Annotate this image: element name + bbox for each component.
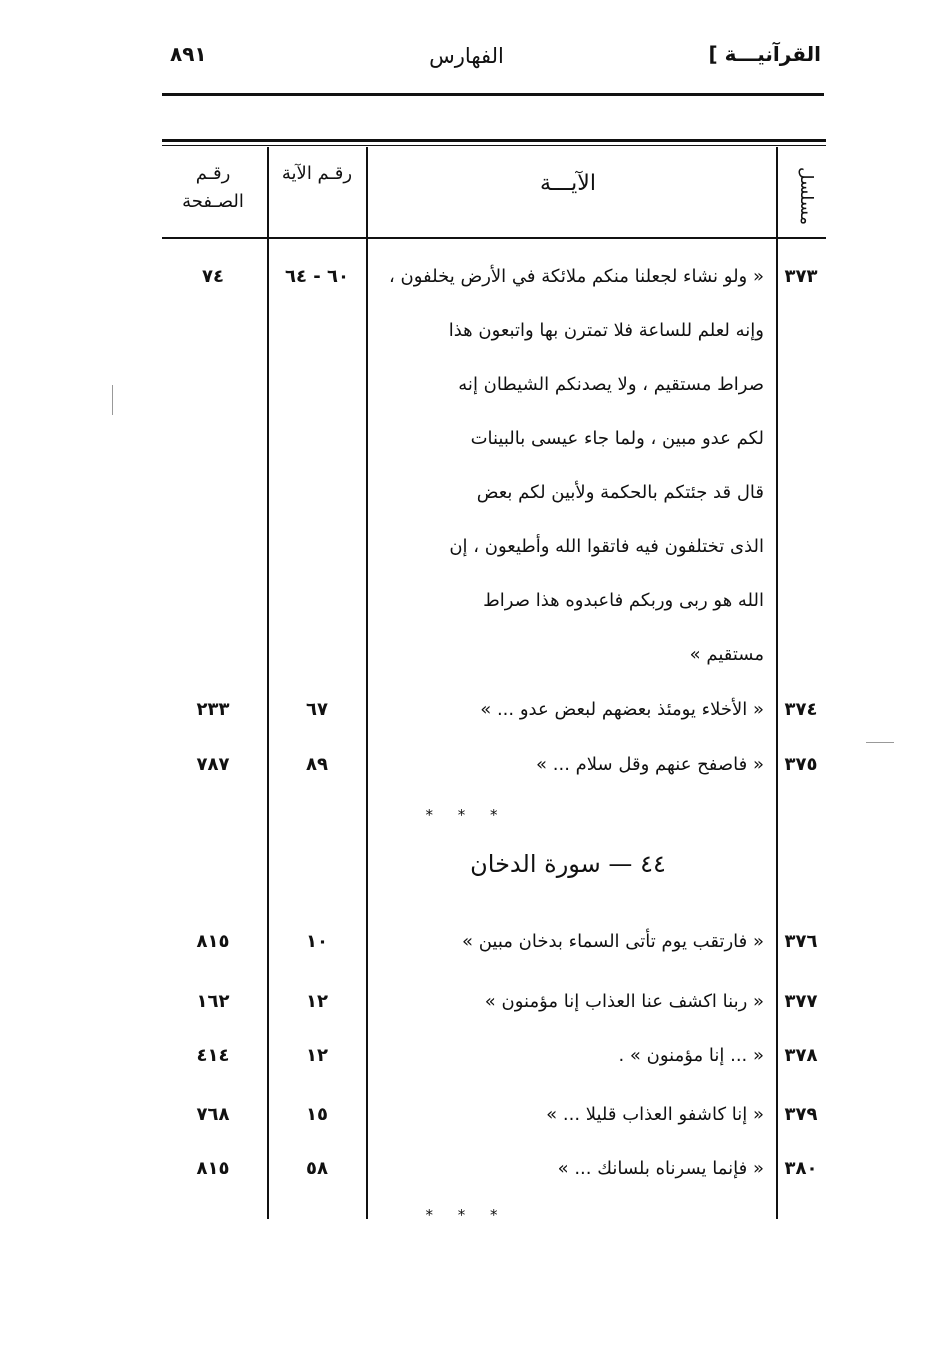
ayah-cell: ١٢ <box>306 1045 328 1066</box>
page-cell: ٧٤ <box>202 266 224 287</box>
serial-cell: ٣٨٠ <box>784 1158 818 1179</box>
table-row <box>0 1095 933 1135</box>
scan-artifact <box>866 742 894 743</box>
verse-cell: « الأخلاء يومئذ بعضهم لبعض عدو ... » <box>480 699 764 720</box>
table-row <box>0 635 933 675</box>
table-row <box>0 365 933 405</box>
table-row <box>0 690 933 730</box>
verse-cell: « إنا كاشفو العذاب قليلا ... » <box>546 1104 764 1125</box>
table-row <box>0 311 933 351</box>
verse-cell: الذى تختلفون فيه فاتقوا الله وأطيعون ، إن <box>449 536 764 557</box>
column-header-serial: مسلسل <box>796 167 816 225</box>
table-row <box>0 922 933 962</box>
header-underline <box>162 237 826 239</box>
separator-stars: * * * <box>425 1206 508 1224</box>
page-cell: ٧٨٧ <box>196 754 230 775</box>
page-cell: ٤١٤ <box>196 1045 230 1066</box>
serial-cell: ٣٧٣ <box>784 266 818 287</box>
serial-cell: ٣٧٤ <box>784 699 818 720</box>
verse-cell: « ولو نشاء لجعلنا منكم ملائكة في الأرض يخلفون ، <box>389 266 764 287</box>
separator-stars: * * * <box>425 806 508 824</box>
page-cell: ١٦٢ <box>196 991 230 1012</box>
serial-cell: ٣٧٦ <box>784 931 818 952</box>
table-row <box>0 473 933 513</box>
verse-cell: لكم عدو مبين ، ولما جاء عيسى بالبينات <box>470 428 764 449</box>
ayah-cell: ٦٧ <box>306 699 328 720</box>
table-row <box>0 745 933 785</box>
column-header-page-number: رقـم الصـفحة <box>182 163 244 212</box>
verse-cell: « ... إنا مؤمنون » . <box>618 1045 764 1066</box>
serial-cell: ٣٧٨ <box>784 1045 818 1066</box>
table-row <box>0 581 933 621</box>
ayah-cell: ٦٠ - ٦٤ <box>285 266 349 287</box>
ayah-cell: ١٠ <box>306 931 328 952</box>
table-row <box>0 1036 933 1076</box>
table-row <box>0 257 933 297</box>
table-top-rule-thin <box>162 145 826 146</box>
page-cell: ٨١٥ <box>196 931 230 952</box>
verse-cell: صراط مستقيم ، ولا يصدنكم الشيطان إنه <box>458 374 764 395</box>
verse-cell: « فاصفح عنهم وقل سلام ... » <box>536 754 764 775</box>
table-top-rule <box>162 139 826 142</box>
page-cell: ٨١٥ <box>196 1158 230 1179</box>
ayah-cell: ٥٨ <box>306 1158 328 1179</box>
ayah-cell: ١٥ <box>306 1104 328 1125</box>
surah-heading: ٤٤ — سورة الدخان <box>470 850 666 878</box>
table-row <box>0 1149 933 1189</box>
serial-cell: ٣٧٧ <box>784 991 818 1012</box>
table-row <box>0 527 933 567</box>
column-header-verse: الآيـــة <box>540 171 596 196</box>
verse-cell: « فإنما يسرناه بلسانك ... » <box>557 1158 764 1179</box>
header-rule <box>162 93 824 96</box>
table-row <box>0 982 933 1022</box>
running-title: الفهارس <box>429 44 504 68</box>
verse-cell: « فارتقب يوم تأتى السماء بدخان مبين » <box>461 931 764 952</box>
serial-cell: ٣٧٥ <box>784 754 818 775</box>
verse-cell: قال قد جئتكم بالحكمة ولأبين لكم بعض <box>476 482 764 503</box>
column-header-ayah-number: رقـم الآية <box>281 163 353 184</box>
verse-cell: « ربنا اكشف عنا العذاب إنا مؤمنون » <box>484 991 764 1012</box>
scan-artifact <box>112 385 113 415</box>
page-cell: ٢٣٣ <box>196 699 230 720</box>
page-number: ٨٩١ <box>170 42 207 66</box>
verse-cell: مستقيم » <box>689 644 764 665</box>
verse-cell: وإنه لعلم للساعة فلا تمترن بها واتبعون هذا <box>448 320 764 341</box>
verse-cell: الله هو ربى وربكم فاعبدوه هذا صراط <box>483 590 764 611</box>
section-title: القرآنيـــة ] <box>708 42 821 66</box>
page-cell: ٧٦٨ <box>196 1104 230 1125</box>
table-row <box>0 419 933 459</box>
ayah-cell: ١٢ <box>306 991 328 1012</box>
ayah-cell: ٨٩ <box>306 754 328 775</box>
serial-cell: ٣٧٩ <box>784 1104 818 1125</box>
